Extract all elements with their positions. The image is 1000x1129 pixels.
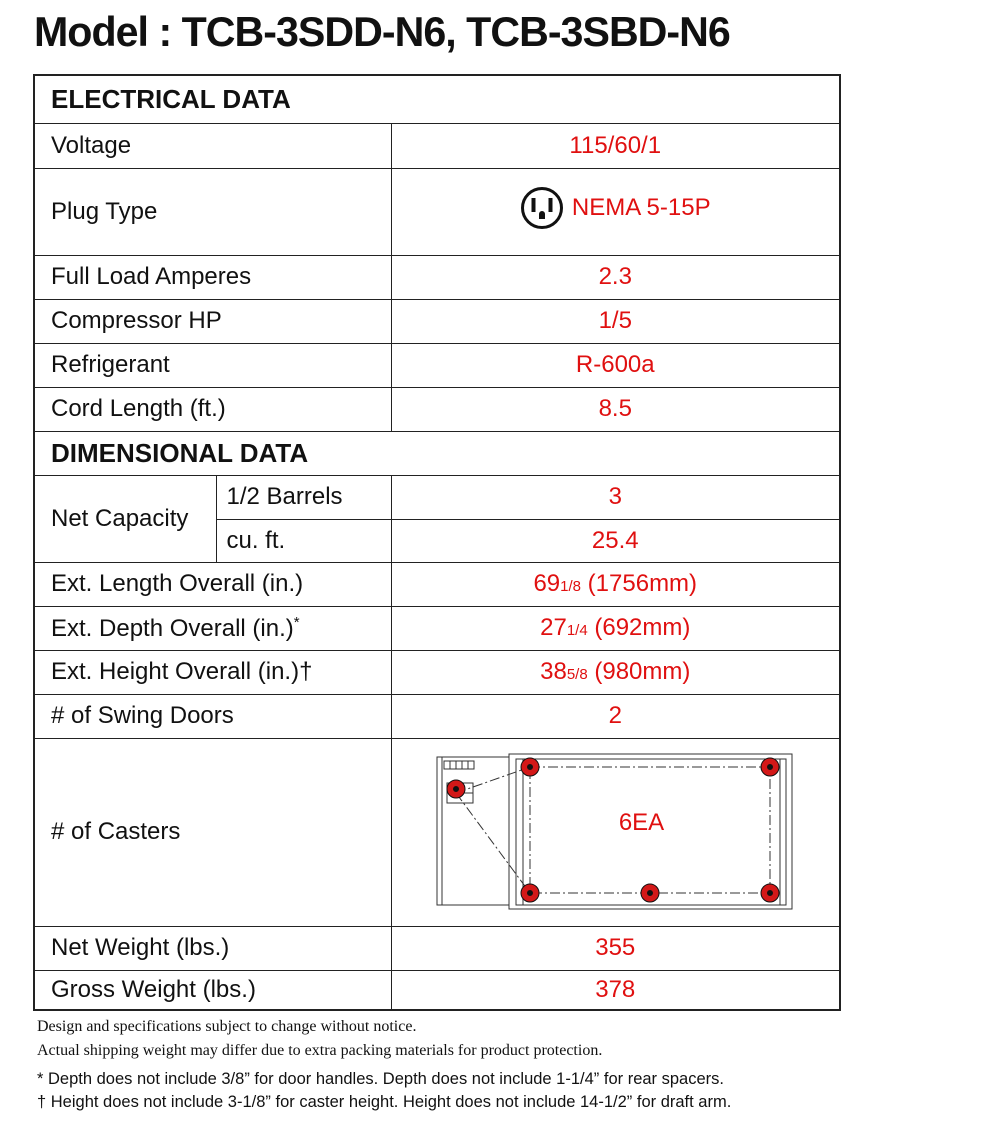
row-voltage [34,123,840,168]
height-mm: (980mm) [587,658,691,685]
barrels-label: 1/2 Barrels [216,475,391,519]
refrigerant-label: Refrigerant [34,343,391,387]
caster-marker [521,758,539,776]
row-net-capacity-barrels [34,475,840,519]
length-mm: (1756mm) [581,570,698,597]
note-height: † Height does not include 3-1/8” for caster height. Height does not include 14-1/2” for draft arm. [37,1093,732,1111]
amperes-label: Full Load Amperes [34,255,391,299]
caster-marker [521,884,539,902]
row-swing-doors [34,694,840,738]
doors-label: # of Swing Doors [34,694,391,738]
page-title: Model : TCB-3SDD-N6, TCB-3SBD-N6 [34,8,730,55]
casters-diagram-cell [391,738,840,926]
doors-value: 2 [391,694,840,738]
depth-label: Ext. Depth Overall (in.) [51,614,294,642]
depth-value [391,606,840,650]
voltage-label: Voltage [34,123,391,168]
barrels-value: 3 [391,475,840,519]
refrigerant-value: R-600a [391,343,840,387]
net-weight-label: Net Weight (lbs.) [34,926,391,970]
length-value [391,562,840,606]
row-refrigerant [34,343,840,387]
row-net-weight [34,926,840,970]
depth-label-cell [34,606,391,650]
caster-marker [761,884,779,902]
length-whole: 69 [533,570,561,597]
plug-type-value: NEMA 5-15P [571,194,711,221]
net-weight-value: 355 [391,926,840,970]
dimensional-heading: DIMENSIONAL DATA [34,431,840,475]
row-cord-length [34,387,840,431]
height-label: Ext. Height Overall (in.)† [34,650,391,694]
gross-weight-label: Gross Weight (lbs.) [34,970,391,1010]
row-ext-length [34,562,840,606]
cuft-label: cu. ft. [216,519,391,562]
depth-fraction: 1/4 [566,622,588,639]
note-design-change: Design and specifications subject to change without notice. [37,1018,417,1035]
spec-table [33,74,841,1011]
gross-weight-value: 378 [391,970,840,1010]
casters-value: 6EA [618,809,665,836]
amperes-value: 2.3 [391,255,840,299]
row-ext-height [34,650,840,694]
net-capacity-label: Net Capacity [34,475,216,562]
caster-marker [641,884,659,902]
compressor-value: 1/5 [391,299,840,343]
note-shipping-weight: Actual shipping weight may differ due to extra packing materials for product protection. [37,1042,603,1059]
height-whole: 38 [540,658,567,685]
caster-marker [761,758,779,776]
height-fraction: 5/8 [566,666,588,683]
row-plug-type [34,168,840,255]
height-value [391,650,840,694]
cord-label: Cord Length (ft.) [34,387,391,431]
length-label: Ext. Length Overall (in.) [34,562,391,606]
caster-marker [447,780,465,798]
section-electrical [34,75,840,123]
cord-value: 8.5 [391,387,840,431]
cuft-value: 25.4 [391,519,840,562]
row-full-load-amperes [34,255,840,299]
plug-type-value-cell [391,168,840,255]
depth-asterisk: * [293,613,300,631]
row-ext-depth [34,606,840,650]
section-dimensional [34,431,840,475]
depth-mm: (692mm) [587,614,691,641]
row-compressor-hp [34,299,840,343]
electrical-heading: ELECTRICAL DATA [34,75,840,123]
row-gross-weight [34,970,840,1010]
compressor-label: Compressor HP [34,299,391,343]
nema-plug-icon [520,186,564,230]
voltage-value: 115/60/1 [391,123,840,168]
casters-label: # of Casters [34,738,391,926]
depth-whole: 27 [540,614,567,641]
plug-type-label: Plug Type [34,168,391,255]
length-fraction: 1/8 [560,578,582,595]
row-casters [34,738,840,926]
note-depth: * Depth does not include 3/8” for door handles. Depth does not include 1-1/4” for rear spacers. [37,1070,724,1088]
